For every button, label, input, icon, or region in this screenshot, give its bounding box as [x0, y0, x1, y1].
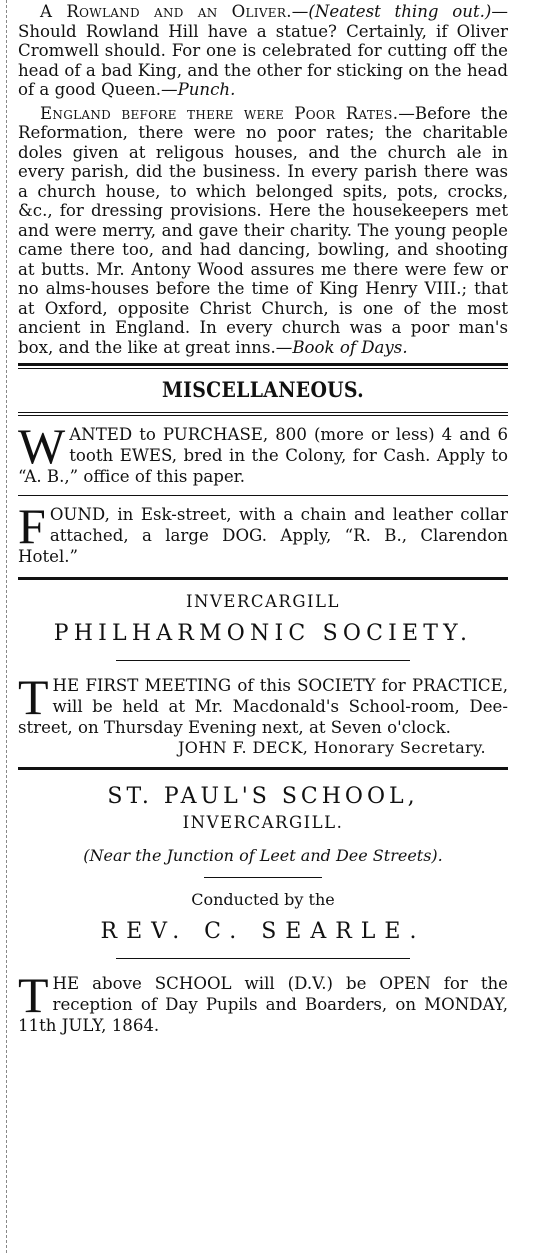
ad-divider [204, 877, 322, 878]
article-subtitle: —(Neatest thing out.) [291, 2, 492, 21]
ad-divider [18, 495, 508, 496]
article-source: —Book of Days. [275, 337, 408, 357]
ad-heading: ST. PAUL'S SCHOOL, [107, 784, 419, 809]
ad-heading: REV. C. SEARLE. [100, 919, 426, 944]
article-rowland-oliver [18, 2, 508, 100]
article-poor-rates [18, 104, 508, 358]
ad-found [18, 504, 508, 567]
article-title: England before there were Poor Rates. [40, 103, 399, 123]
section-heading: MISCELLANEOUS. [161, 377, 365, 402]
ad-divider [116, 660, 410, 661]
section-rule [18, 368, 508, 369]
column-left-border [6, 0, 8, 1253]
ad-text: ANTED to PURCHASE, 800 (more or less) 4 and 6 tooth EWES, bred in the Colony, for Cash. Apply to “A. B.,” office of this paper. [18, 425, 508, 486]
ad-text: HE FIRST MEETING of this SOCIETY for PRACTICE, will be held at Mr. Macdonald's School-room, Dee-street, on Thursday Evening next, at Seven o'clock. [18, 676, 508, 737]
ad-subheading: INVERCARGILL. [182, 813, 344, 832]
ad-heading: PHILHARMONIC SOCIETY. [53, 621, 473, 646]
drop-cap: F [18, 504, 46, 554]
drop-cap: T [18, 675, 49, 725]
ad-text: OUND, in Esk-street, with a chain and leather collar attached, a large DOG. Apply, “R. B., Clarendon Hotel.” [18, 505, 508, 566]
newspaper-column [18, 0, 508, 1036]
ad-divider [116, 958, 410, 959]
ad-subheading: (Near the Junction of Leet and Dee Streets). [83, 846, 443, 865]
ad-heading: INVERCARGILL [186, 592, 340, 611]
article-source: —Punch. [160, 80, 236, 99]
drop-cap: W [18, 424, 66, 474]
ad-wanted [18, 424, 508, 487]
drop-cap: T [18, 973, 49, 1023]
ad-divider [18, 577, 508, 580]
ad-subheading: Conducted by the [191, 890, 335, 909]
article-body: —Should Rowland Hill have a statue? Certainly, if Oliver Cromwell should. For one is celebrated for cutting off the head of a bad King, and the other for sticking on the head of a good Queen. [18, 2, 508, 99]
section-rule [18, 415, 508, 416]
ad-divider [18, 767, 508, 770]
ad-philharmonic [18, 675, 508, 738]
ad-signature: JOHN F. DECK, Honorary Secretary. [177, 738, 486, 757]
ad-school [18, 973, 508, 1036]
ad-text: HE above SCHOOL will (D.V.) be OPEN for the reception of Day Pupils and Boarders, on MONDAY, 11th JULY, 1864. [18, 974, 508, 1035]
article-title: A Rowland and an Oliver. [40, 2, 292, 21]
article-body: —Before the Reformation, there were no poor rates; the charitable doles given at religous houses, and the church ale in every parish, did the business. In every parish there was a church house, to which belonged spits, pots, crocks, &c., for dressing provisions. Here the housekeepers met and were merry, and gave their charity. The young people came there too, and had dancing, bowling, and shooting at butts. Mr. Antony Wood assures me there were few or no alms-houses before the time of King Henry VIII.; that at Oxford, opposite Christ Church, is one of the most ancient in England. In every church was a poor man's box, and the like at great inns. [18, 103, 508, 357]
